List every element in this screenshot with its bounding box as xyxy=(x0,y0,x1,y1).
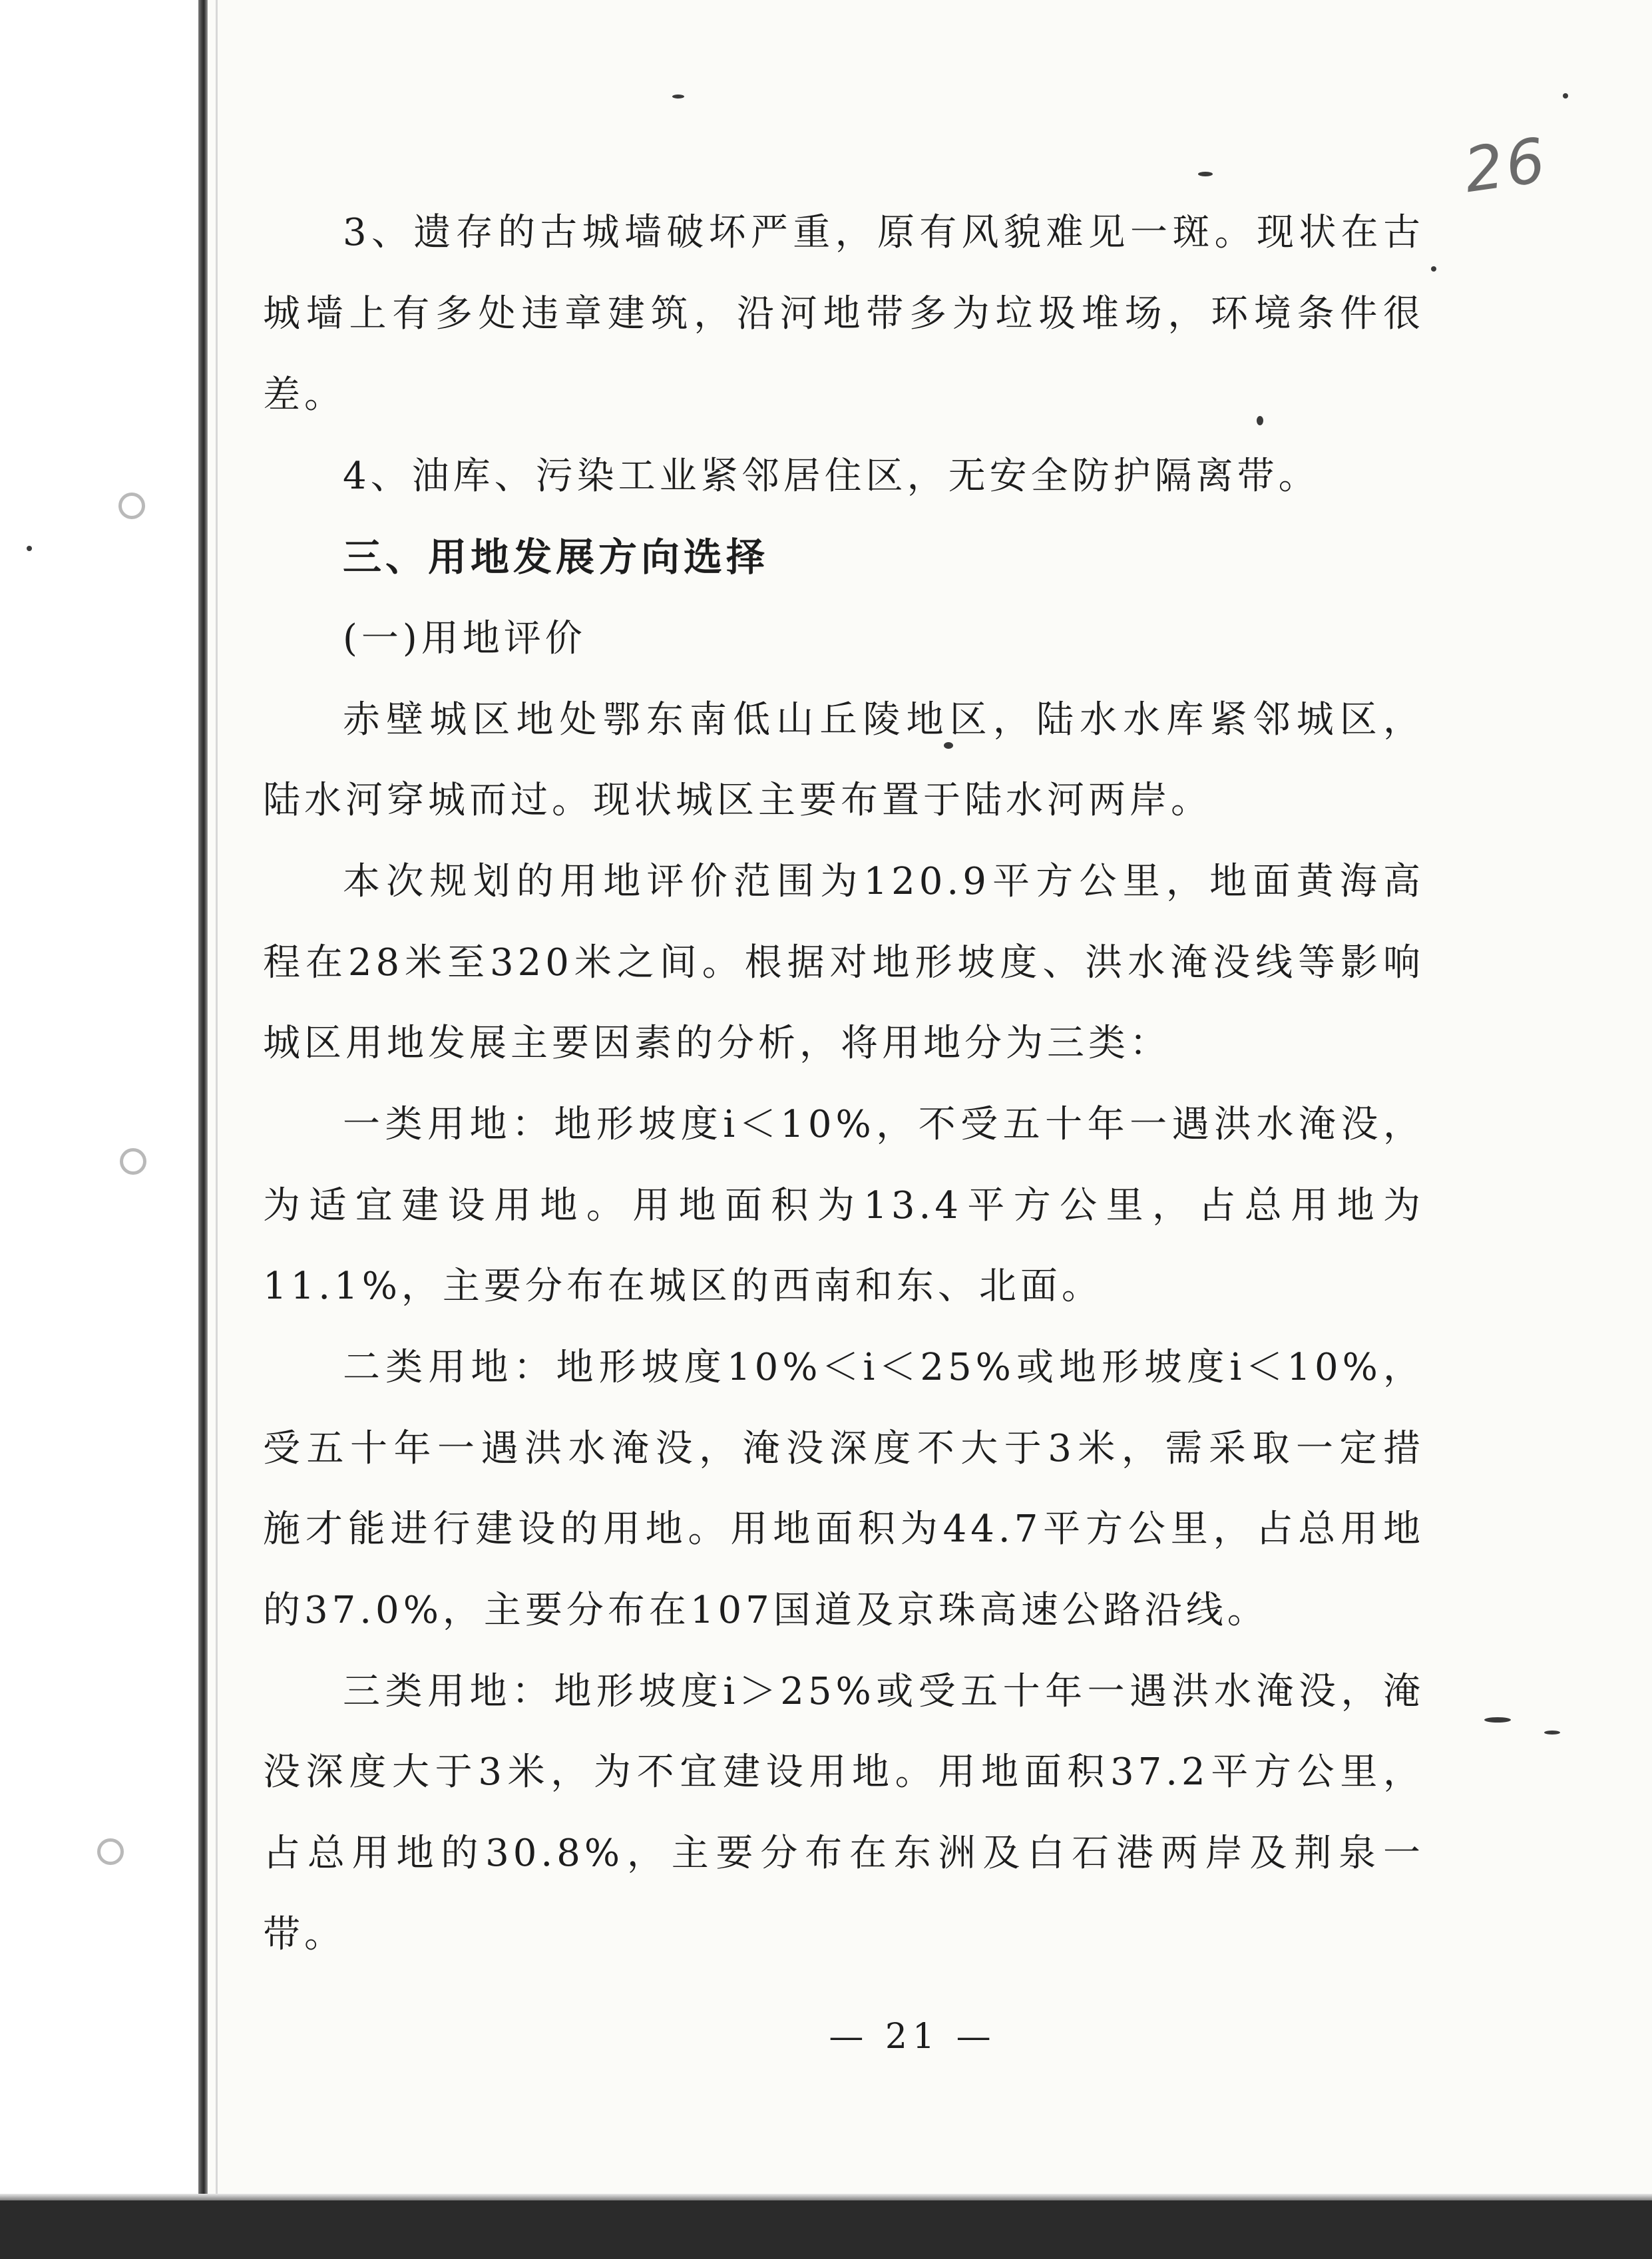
scan-speck xyxy=(1563,93,1568,99)
text-line: 陆水河穿城而过。现状城区主要布置于陆水河两岸。 xyxy=(263,779,1212,822)
text-line: 的37.0%，主要分布在107国道及京珠高速公路沿线。 xyxy=(263,1589,1269,1632)
text-line: 施才能进行建设的用地。用地面积为44.7平方公里，占总用地 xyxy=(263,1508,1424,1551)
text-line: 程在28米至320米之间。根据对地形坡度、洪水淹没线等影响 xyxy=(263,941,1424,984)
text-line: 11.1%，主要分布在城区的西南和东、北面。 xyxy=(263,1265,1103,1308)
scan-speck xyxy=(944,742,953,749)
text-line: 城区用地发展主要因素的分析，将用地分为三类： xyxy=(263,1022,1171,1065)
scan-speck xyxy=(1544,1731,1560,1735)
scan-speck xyxy=(1431,266,1436,272)
binding-margin xyxy=(0,0,200,2259)
scan-speck xyxy=(27,546,32,551)
text-line: 差。 xyxy=(263,373,345,417)
punch-hole-bottom xyxy=(97,1838,124,1865)
scan-speck xyxy=(1484,1717,1511,1723)
page-number: — 21 — xyxy=(829,2017,996,2057)
text-line: 城墙上有多处违章建筑，沿河地带多为垃圾堆场，环境条件很 xyxy=(263,292,1424,335)
section-heading: 三、用地发展方向选择 xyxy=(343,534,769,580)
text-line: 本次规划的用地评价范围为120.9平方公里，地面黄海高 xyxy=(343,860,1424,903)
binding-edge-line xyxy=(216,0,218,2259)
text-line: 赤壁城区地处鄂东南低山丘陵地区，陆水水库紧邻城区， xyxy=(343,698,1424,741)
subsection-heading: (一)用地评价 xyxy=(343,617,586,660)
text-line: 带。 xyxy=(263,1913,345,1956)
punch-hole-top xyxy=(118,493,145,519)
scan-bottom-bar xyxy=(0,2200,1652,2259)
scan-speck xyxy=(672,95,684,99)
text-line: 为适宜建设用地。用地面积为13.4平方公里，占总用地为 xyxy=(263,1184,1424,1227)
punch-hole-middle xyxy=(120,1148,146,1175)
text-line: 受五十年一遇洪水淹没，淹没深度不大于3米，需采取一定措 xyxy=(263,1427,1424,1470)
text-line: 4、油库、污染工业紧邻居住区，无安全防护隔离带。 xyxy=(343,455,1320,498)
text-line: 3、遗存的古城墙破坏严重，原有风貌难见一斑。现状在古 xyxy=(343,211,1424,254)
text-line: 没深度大于3米，为不宜建设用地。用地面积37.2平方公里， xyxy=(263,1750,1424,1794)
handwritten-page-mark: 26 xyxy=(1460,124,1552,207)
text-line: 一类用地：地形坡度i＜10%，不受五十年一遇洪水淹没， xyxy=(343,1103,1424,1146)
scan-speck xyxy=(1257,416,1263,425)
text-line: 二类用地：地形坡度10%＜i＜25%或地形坡度i＜10%， xyxy=(343,1346,1424,1389)
text-line: 三类用地：地形坡度i＞25%或受五十年一遇洪水淹没，淹 xyxy=(343,1670,1424,1713)
binding-edge-shadow xyxy=(198,0,208,2259)
text-line: 占总用地的30.8%，主要分布在东洲及白石港两岸及荆泉一 xyxy=(263,1832,1424,1875)
scan-speck xyxy=(1198,172,1213,176)
